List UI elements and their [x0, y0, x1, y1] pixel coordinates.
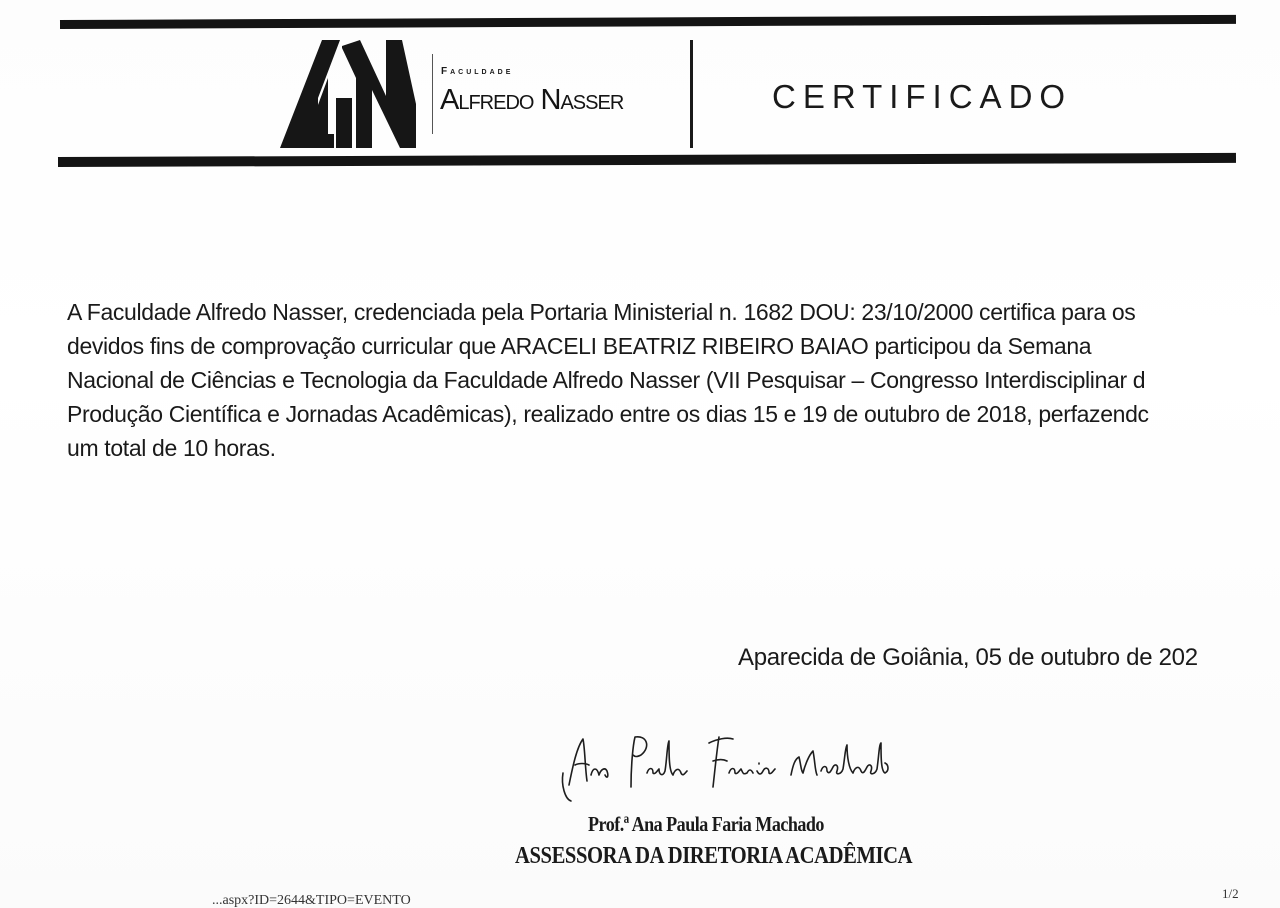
body-line: A Faculdade Alfredo Nasser, credenciada pela Portaria Ministerial n. 1682 DOU: 23/10/2000 certifica para os — [67, 299, 1136, 325]
place-and-date: Aparecida de Goiânia, 05 de outubro de 202 — [738, 644, 1198, 671]
logo-label: Faculdade — [441, 66, 514, 77]
signer-role: ASSESSORA DA DIRETORIA ACADÊMICA — [515, 843, 913, 869]
body-line: Nacional de Ciências e Tecnologia da Faculdade Alfredo Nasser (VII Pesquisar – Congresso Interdisciplinar d — [67, 367, 1146, 393]
handwritten-signature — [555, 715, 895, 805]
body-line: devidos fins de comprovação curricular que ARACELI BEATRIZ RIBEIRO BAIAO participou da Semana — [67, 333, 1092, 359]
certificate-title: CERTIFICADO — [772, 78, 1073, 115]
body-line: um total de 10 horas. — [67, 435, 276, 461]
footer-url: ...aspx?ID=2644&TIPO=EVENTO — [212, 893, 411, 908]
header-divider — [690, 40, 693, 148]
signer-name: Prof.ª Ana Paula Faria Machado — [588, 812, 824, 836]
logo-name: Alfredo Nasser — [440, 84, 624, 116]
logo-divider — [432, 54, 433, 134]
page-number: 1/2 — [1222, 886, 1239, 901]
certificate-body — [67, 295, 1237, 465]
faculdade-logo-icon — [278, 38, 418, 150]
body-line: Produção Científica e Jornadas Acadêmicas), realizado entre os dias 15 e 19 de outubro de 2018, perfazendc — [67, 401, 1149, 427]
header-top-rule — [60, 15, 1236, 29]
header-bottom-rule — [58, 153, 1236, 167]
